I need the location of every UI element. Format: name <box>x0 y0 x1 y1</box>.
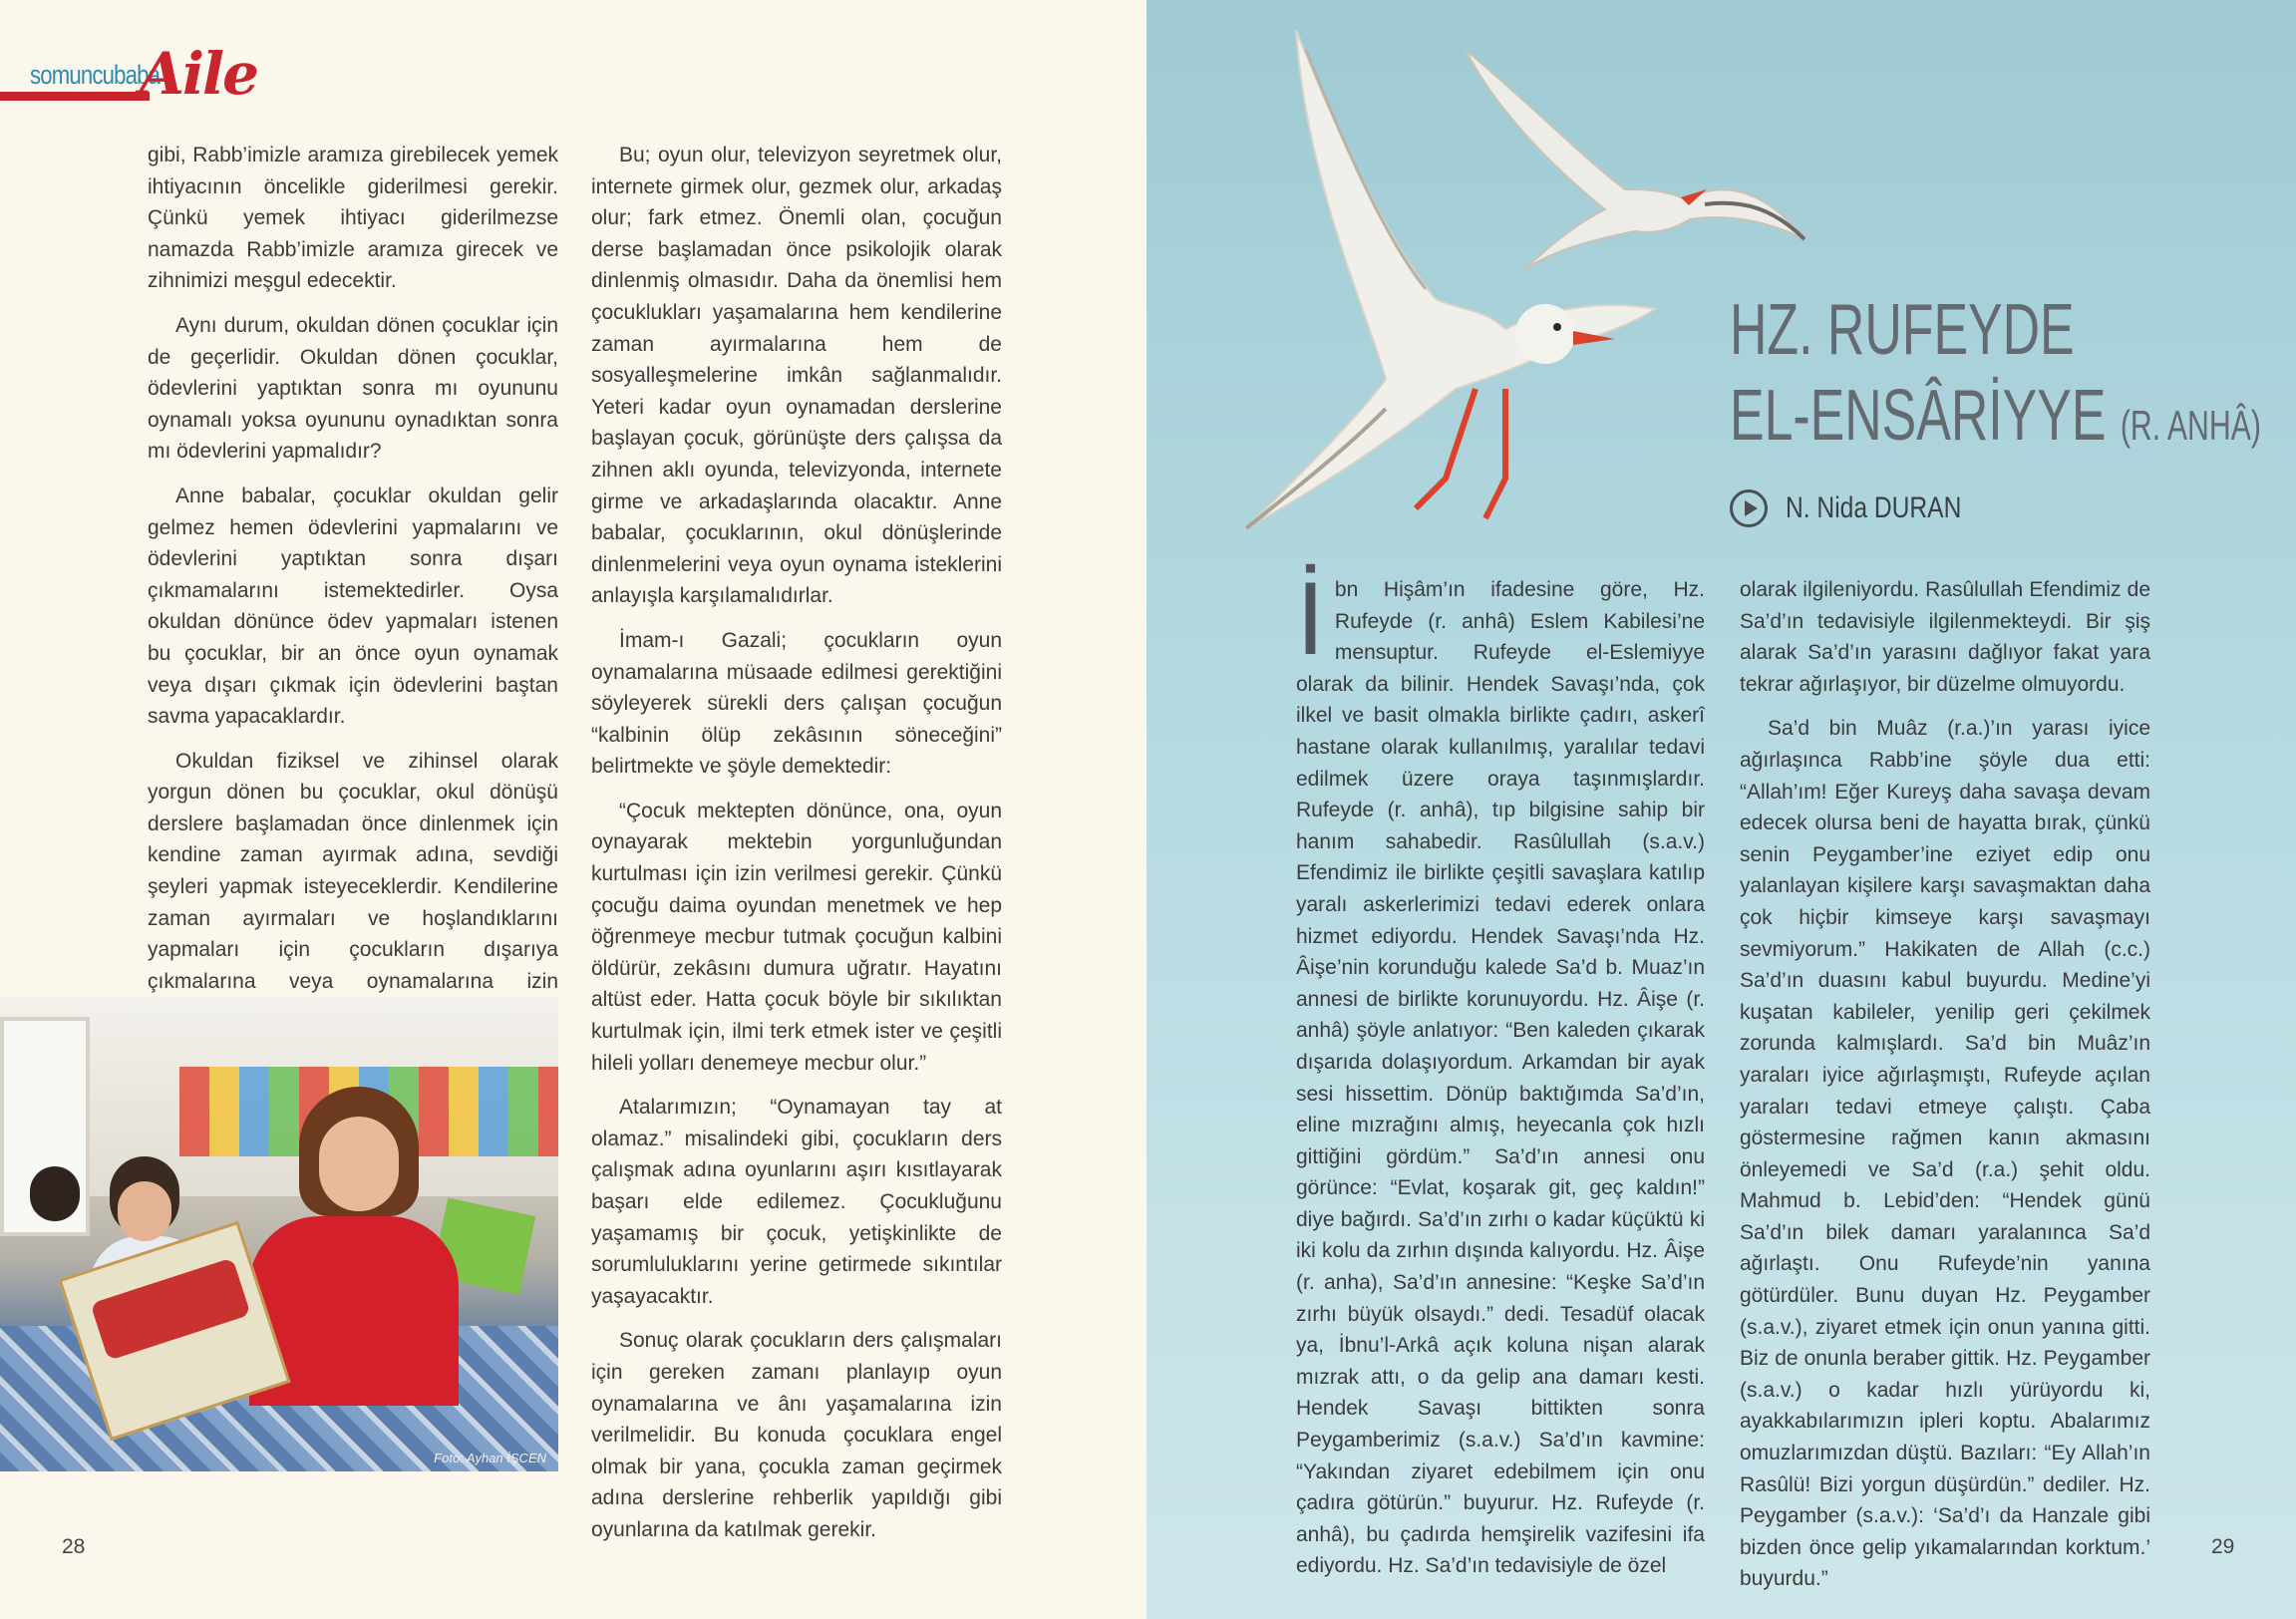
paragraph: olarak ilgileniyordu. Rasûlullah Efendimiz de Sa’d’ın tedavisiyle ilgilenmekteydi. Bir şiş alarak Sa’d’ın yarasını dağlıyor fakat yara tekrar ağırlaşıyor, bir düzelme olmuyordu. <box>1740 578 2150 696</box>
photo-credit: Foto: Ayhan İŞCEN <box>434 1451 546 1465</box>
right-column-1 <box>1296 561 1705 1595</box>
paragraph: Anne babalar, çocuklar okuldan gelir gelmez hemen ödevlerini yapmalarını ve ödevlerini yaptıktan sonra dışarı çıkmamalarını istemektedirler. Oysa okuldan dönünce ödev yapmaları istenen bu çocuklar, bir an önce oyun oynamak veya dışarı çıkmak için ödevlerini baştan savma yapacaklardır. <box>148 484 558 729</box>
title-line-2 <box>1730 376 2261 456</box>
author-byline <box>1730 488 2000 528</box>
student-girl <box>249 1087 459 1396</box>
article-title <box>1730 290 2296 456</box>
classroom-photo <box>0 997 558 1471</box>
paragraph: Aynı durum, okuldan dönen çocuklar için de geçerlidir. Okuldan dönen çocuklar, ödevlerini yaptıktan sonra mı oyununu oynamalı yoksa oyununu oynadıktan sonra mı ödevlerini yapmalıdır? <box>148 313 558 464</box>
drop-cap: İ <box>1296 561 1325 677</box>
page-number-right: 29 <box>2211 1535 2235 1558</box>
paragraph: İmam-ı Gazali; çocukların oyun oynamalarına müsaade edilmesi gerektiğini söyleyerek sürekli ders çalışan çocuğun “kalbinin ölüp zekâsının söneceğini” belirtmekte ve şöyle demektedir: <box>591 628 1002 779</box>
logo-brand: somuncubaba <box>30 60 161 90</box>
left-column-1 <box>148 140 558 1042</box>
paragraph: “Çocuk mektepten dönünce, ona, oyun oynayarak mektebin yorgunluğundan kurtulması için izin verilmesi gerekir. Çünkü çocuğu daima oyundan menetmek ve hep öğrenmeye mecbur tutmak çocuğun kalbini öldürür, zekâsını dumura uğratır. Hayatını altüst eder. Hatta çocuk böyle bir sıkılıktan kurtulmak için, ilmi terk etmek ister ve çeşitli hileli yolları denemeye mecbur olur.” <box>591 799 1002 1075</box>
paragraph: Bu; oyun olur, televizyon seyretmek olur, internete girmek olur, gezmek olur, arkadaş olur; fark etmez. Önemli olan, çocuğun derse başlamadan önce psikolojik olarak dinlenmiş olmasıdır. Daha da önemlisi hem çocuklukları yaşamalarına hem kendilerine zaman ayırmalarına hem de sosyalleşmelerine imkân sağlanmalıdır. Yeteri kadar oyun oynamadan derslerine başlayan çocuk, görünüşte ders çalışsa da zihnen aklı oyunda, televizyonda, internete girme ve arkadaşlarında olacaktır. Anne babalar, çocuklarının, okul dönüşlerinde dinlenmelerini veya oyun oynama isteklerini anlayışla karşılamalıdırlar. <box>591 144 1002 608</box>
left-page <box>0 0 1147 1619</box>
paragraph-text: bn Hişâm’ın ifadesine göre, Hz. Rufeyde (r. anhâ) Eslem Kabilesi’ne mensuptur. Rufeyde el-Eslemiyye olarak da bilinir. Hendek Savaşı’nda, çok ilkel ve basit olmakla birlikte çadırı, askerî hastane olarak kullanılmış, yaralılar tedavi edilmek üzere oraya taşınmışlardır. Rufeyde (r. anhâ), tıp bilgisine sahip bir hanım sahabedir. Rasûlullah (s.a.v.) Efendimiz ile birlikte çeşitli savaşlara katılıp yaralı askerlerimizi tedavi ederek onlara hizmet ediyordu. Hendek Savaşı’nda Hz. Âişe’nin korunduğu kalede Sa’d b. Muaz’ın annesi de birlikte korunuyordu. Hz. Âişe (r. anhâ) şöyle anlatıyor: “Ben kaleden çıkarak dışarıda dolaşıyordum. Arkamdan bir ayak sesi hissettim. Dönüp baktığımda Sa’d’ın, eline mızrağını almış, heyecanla çok hızlı gittiğini gördüm.” Sa’d’ın annesi onu görünce: “Evlat, koşarak git, geç kaldın!” diye bağırdı. Sa’d’ın zırhı o kadar küçüktü ki iki kolu da zırhın dışında kalıyordu. Hz. Âişe (r. anha), Sa’d’ın annesine: “Keşke Sa’d’ın zırhı büyük olsaydı.” dedi. Tesadüf olacak ya, İbnu’l-Arkâ açık koluna nişan alarak mızrak attı, o da gelip ana damarı kesti. Hendek Savaşı bittikten sonra Peygamberimiz (s.a.v.) Sa’d’ın kavmine: “Yakından ziyaret edebilmem için onu çadıra götürün.” buyurur. Hz. Rufeyde (r. anhâ), bu çadırda hemşirelik vazifesini ifa ediyordu. Hz. Sa’d’ın tedavisiyle de özel <box>1296 578 1705 1578</box>
title-name: EL-ENSÂRİYYE <box>1730 376 2107 456</box>
paragraph: Sa’d bin Muâz (r.a.)’ın yarası iyice ağırlaşınca Rabb’ine şöyle dua etti: “Allah’ım! Eğer Kureyş daha savaşa devam edecek olursa beni de hayatta bırak, çünkü senin Peygamber’ine eziyet edip onu yalanlayan kişilere karşı savaşmaktan daha çok hiçbir kimseye karşı savaşmayı sevmiyorum.” Hakikaten de Allah (c.c.) Sa’d’ın duasını kabul buyurdu. Medine’yi kuşatan kabileler, yenilip geri çekilmek zorunda kalmışlardı. Sa’d bin Muâz’ın yaraları iyice ağırlaşmıştı, Rufeyde açılan yaraları tedavi etmeye çalıştı. Çaba göstermesine rağmen kanın akmasını önleyemedi ve Sa’d (r.a.) şehit oldu. Mahmud b. Lebid’den: “Hendek günü Sa’d’ın bilek damarı yaralanınca Sa’d ağırlaştı. Onu Rufeyde’nin yanına götürdüler. Bunu duyan Hz. Peygamber (s.a.v.), ziyaret etmek için onun yanına gitti. Biz de onunla beraber gittik. Hz. Peygamber (s.a.v.) o kadar hızlı yürüyordu ki, ayakkabılarımızın ipleri koptu. Abalarımız omuzlarımızdan düştü. Bazıları: “Ey Allah’ın Rasûlü! Bizi yorgun düşürdün.” dediler. Hz. Peygamber (s.a.v.): ‘Sa’d’ı da Hanzale gibi bizden önce gelip yıkamalarından korktum.’ buyurdu.” <box>1740 717 2150 1591</box>
paragraph: Atalarımızın; “Oynamayan tay at olamaz.” misalindeki gibi, çocukların ders çalışmak adına oyunlarını aşırı kısıtlayarak başarı elde edilemez. Çocukluğunu yaşamamış bir çocuk, yetişkinlikte de sorumluluklarını yerine getirmede sıkıntılar yaşayacaktır. <box>591 1096 1002 1308</box>
paragraph <box>1296 561 1705 1582</box>
author-name: N. Nida DURAN <box>1786 491 1962 524</box>
right-column-2 <box>1740 574 2150 1608</box>
seagull-small-icon <box>1446 40 1864 299</box>
page-number-left: 28 <box>62 1535 86 1558</box>
logo-red-bar <box>0 92 150 101</box>
paragraph: Okuldan fiziksel ve zihinsel olarak yorgun dönen bu çocuklar, okul dönüşü derslere başlamadan önce dinlenmek için kendine zaman ayırmak adına, sevdiği şeyleri yapmak isteyeceklerdir. Kendilerine zaman ayırmaları ve hoşlandıklarını yapmaları için çocukların dışarıya çıkmalarına veya oynamalarına izin <box>148 749 558 993</box>
paragraph: gibi, Rabb’imizle aramıza girebilecek yemek ihtiyacının öncelikle giderilmesi gerekir. Çünkü yemek ihtiyacı giderilmezse namazda Rabb’imizle aramıza girecek ve zihnimizi meşgul edecektir. <box>148 144 558 293</box>
logo-section: Aile <box>140 40 257 108</box>
paragraph: Sonuç olarak çocukların ders çalışmaları için gereken zamanı planlayıp oyun oynamalarına ve ânı yaşamalarına izin verilmelidir. Bu konuda çocuklara engel olmak bir yana, çocukla zaman geçirmek adına derslerine rehberlik yapıldığı gibi oyunlarına da katılmak gerekir. <box>591 1329 1002 1541</box>
student-background <box>30 1166 80 1221</box>
title-line-1: HZ. RUFEYDE <box>1730 290 2075 370</box>
magazine-logo <box>0 40 259 120</box>
play-circle-icon <box>1730 489 1768 527</box>
title-suffix: (R. ANHÂ) <box>2120 402 2261 449</box>
left-column-2 <box>591 140 1002 1559</box>
